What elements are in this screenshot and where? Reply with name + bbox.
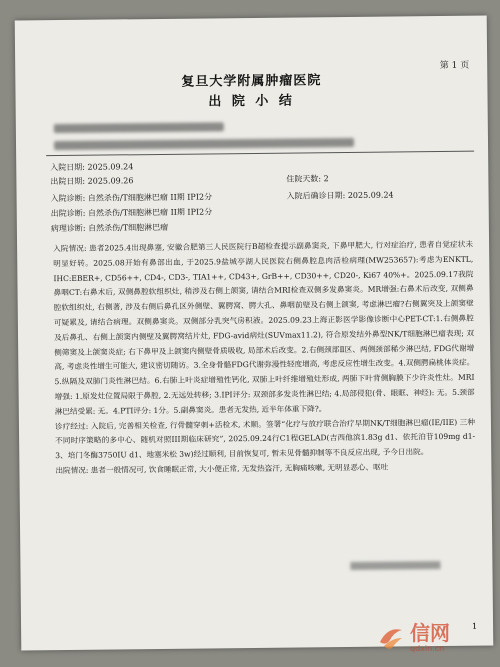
admission-diagnosis: 入院诊断: 自然杀伤/T细胞淋巴瘤 II期 IPI2分	[50, 192, 213, 204]
divider	[46, 151, 474, 156]
watermark-site: 信网	[410, 620, 450, 645]
admission-condition: 入院情况: 患者2025.4出现鼻塞, 安徽合肥第三人民医院行B超检查提示副鼻窦炎, 下鼻甲肥大, 行对症治疗, 患者自觉症状未明显好转。2025.08开始有鼻部出血, 于2025.9盐城亭湖人民医院右侧鼻腔息肉活检病理(MW253657):考虑为ENKTL, IHC:EBER+, CD56++, CD4-, CD3-, TIA1++, CD43+, GrB++, CD30++, CD20-, Ki67 40%+。2025.09.17我院鼻咽CT:右鼻术后, 双侧鼻腔软组织灶, 稍涉及右侧上颌窦, 请结合MRI检查双侧多发鼻窦炎。MR增强:右鼻术后改变, 双侧鼻腔软组织灶, 右侧著, 涉及右侧后鼻孔区外侧壁、翼腭窝、腭大孔、鼻咽前壁及右侧上颌窦, 考虑淋巴瘤?右侧翼突及上颌窦壁可疑累及, 请结合病理。双侧鼻窦炎。双侧部分乳突气房积液。2025.09.23上海正影医学影像诊断中心PET-CT:1.右侧鼻腔及后鼻孔、右侧上颌窦内侧壁及翼腭窝结片灶, FDG-avid病灶(SUVmax11.2), 符合原发结外鼻型NK/T细胞淋巴瘤表现; 双侧筛窦及上颌窦炎症; 右下鼻甲及上颌窦内侧壁骨质吸收, 局部术后改变。2.右侧颈部Ⅱ区、两侧颈部稀少淋巴结, FDG代谢增高, 考虑炎性增生可能大, 建议密切随访。3.全身骨骼FDG代谢弥漫性轻度增高, 考虑反应性增生改变。4.双侧腭扁桃体炎症。5.纵隔及双肺门炎性淋巴结。6.右肺上叶炎症增殖性钙化, 双肺上叶纤维增殖灶形成, 两肺下叶背侧胸膜下少许炎性灶。MRI增强: 1.原发灶位置局限于鼻腔, 2.无远处转移; 3.IPI评分: 双颈部多发炎性淋巴结; 4.局部侵犯(骨、眼眶、神经): 无。5.颈部淋巴结受累: 无。4.PTI评分: 1分。5.副鼻窦炎。患者无发热, 近半年体重下降?。	[53, 239, 475, 416]
redacted-patient-info	[54, 122, 224, 133]
site-logo-icon	[376, 622, 406, 652]
admission-date: 入院日期: 2025.09.24	[50, 162, 134, 173]
footer-mark: 1	[471, 621, 478, 631]
watermark-domain: qdxin.cn	[410, 643, 445, 653]
discharge-diagnosis: 出院诊断: 自然杀伤/T细胞淋巴瘤 II期 IPI2分	[50, 207, 213, 219]
redacted-patient-info	[54, 138, 354, 150]
summary-body	[53, 238, 475, 479]
discharge-summary-page	[15, 16, 494, 651]
treatment-course: 诊疗经过: 入院后, 完善相关检查, 行骨髓穿刺+活检术, 术顺。签署“化疗与放疗联合治疗早期NK/T细胞淋巴瘤(IE/IIE) 三种不同时序策略的多中心、随机对照III期临床研究”, 2025.09.24行C1程GELAD(吉西他滨1.83g d1、依托泊苷109mg d1-3、培门冬酶3750IU d1、地塞米松 3w)经过顺利, 目前恢复可, 暂未见骨髓抑制等不良反应出现, 予今日出院。	[54, 417, 476, 461]
watermark-text	[410, 622, 450, 653]
document-title: 出 院 小 结	[208, 93, 295, 110]
page-number: 第 1 页	[439, 60, 470, 72]
pathology-diagnosis: 病理诊断: 自然杀伤/T细胞淋巴瘤	[50, 222, 169, 234]
redacted-text	[350, 561, 440, 570]
discharge-date: 出院日期: 2025.09.26	[50, 176, 134, 187]
hospital-name: 复旦大学附属肿瘤医院	[181, 73, 322, 90]
discharge-condition: 出院情况: 患者一般情况可, 饮食睡眠正常, 大小便正常, 无发热盗汗, 无胸痛咳嗽, 无明显恶心、呕吐	[55, 462, 389, 476]
site-watermark	[376, 617, 486, 657]
admission-confirm-date: 入院后确诊日期: 2025.09.24	[286, 190, 394, 201]
stay-days: 住院天数: 2	[286, 174, 329, 184]
